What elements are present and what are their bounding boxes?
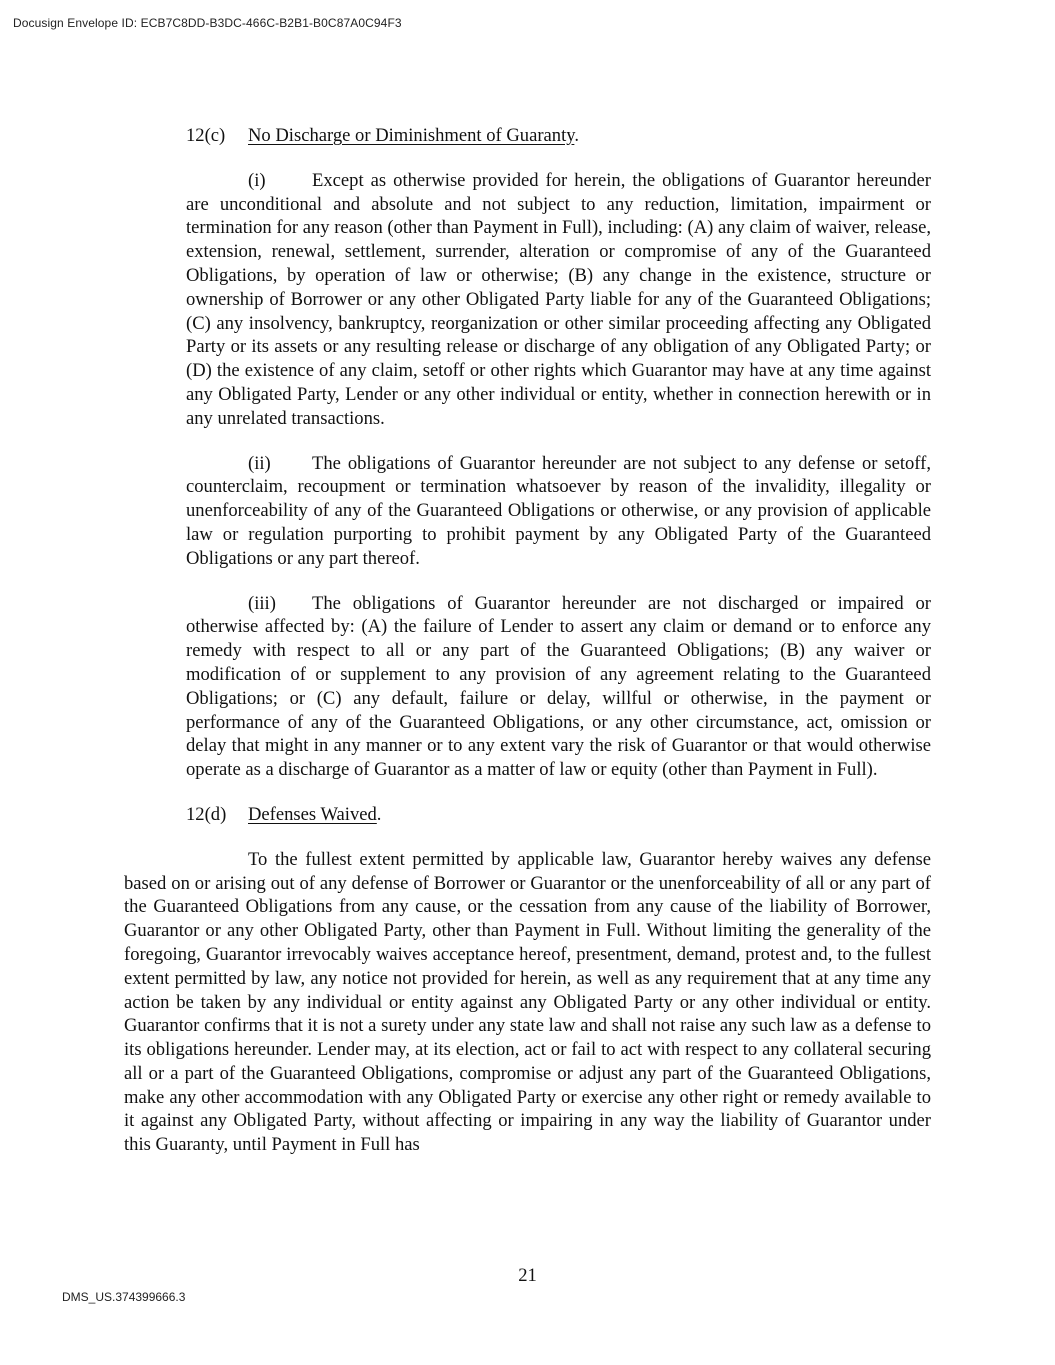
section-heading-12c — [186, 124, 931, 148]
subparagraph-text: Except as otherwise provided for herein, the obligations of Guarantor hereunder are unconditional and absolute and not subject to any reduction, limitation, impairment or termination for any reason (other than Payment in Full), including: (A) any claim of waiver, release, extension, renewal, settlement, surrender, alteration or compromise of any of the Guaranteed Obligations, by operation of law or otherwise; (B) any change in the existence, structure or ownership of Borrower or any other Obligated Party liable for any of the Guaranteed Obligations; (C) any insolvency, bankruptcy, reorganization or other similar proceeding affecting any Obligated Party or its assets or any resulting release or discharge of any obligation of any Obligated Party; or (D) the existence of any claim, setoff or other rights which Guarantor may have at any time against any Obligated Party, Lender or any other individual or entity, whether in connection herewith or in any unrelated transactions. — [186, 169, 931, 429]
section-heading-12d — [186, 803, 931, 827]
subparagraph-label: (iii) — [248, 592, 276, 614]
subparagraph-iii — [186, 592, 931, 782]
subparagraph-ii — [186, 452, 931, 571]
section-title: Defenses Waived — [248, 803, 377, 825]
subparagraph-label: (ii) — [248, 452, 271, 474]
defenses-waived-paragraph: To the fullest extent permitted by applicable law, Guarantor hereby waives any defense based on or arising out of any defense of Borrower or Guarantor or the unenforceability of all or any part of the Guaranteed Obligations from any cause, or the cessation from any cause of the liability of Borrower, Guarantor or any other Obligated Party, other than Payment in Full. Without limiting the generality of the foregoing, Guarantor irrevocably waives acceptance hereof, presentment, demand, protest and, to the fullest extent permitted by law, any notice not provided for herein, as well as any requirement that at any time any action be taken by any individual or entity against any Obligated Party or any other individual or entity. Guarantor confirms that it is not a surety under any state law and shall not raise any such law as a defense to its obligations hereunder. Lender may, at its election, act or fail to act with respect to any collateral securing all or a part of the Guaranteed Obligations, compromise or adjust any part of the Guaranteed Obligations, make any other accommodation with any Obligated Party or exercise any other right or remedy available to it against any Obligated Party, without affecting or impairing in any way the liability of Guarantor under this Guaranty, until Payment in Full has — [124, 848, 931, 1156]
section-number: 12(c) — [186, 125, 226, 146]
page-number: 21 — [518, 1265, 537, 1286]
subparagraph-i — [186, 169, 931, 431]
section-number: 12(d) — [186, 803, 227, 825]
section-title: No Discharge or Diminishment of Guaranty — [248, 125, 575, 146]
section-title-period: . — [376, 803, 382, 825]
section-title-period: . — [574, 125, 580, 146]
subparagraph-label: (i) — [248, 169, 266, 191]
subparagraph-text: The obligations of Guarantor hereunder are not discharged or impaired or otherwise affected by: (A) the failure of Lender to assert any claim or demand or to enforce any remedy with respect to all or any part of the Guaranteed Obligations; (B) any waiver or modification of or supplement to any provision of any agreement relating to the Guaranteed Obligations; or (C) any default, failure or delay, willful or otherwise, in the payment or performance of any of the Guaranteed Obligations, or any other circumstance, act, omission or delay that might in any manner or to any extent vary the risk of Guarantor or that would otherwise operate as a discharge of Guarantor as a matter of law or equity (other than Payment in Full). — [186, 592, 931, 781]
document-id-footer: DMS_US.374399666.3 — [62, 1290, 186, 1304]
docusign-envelope-id: Docusign Envelope ID: ECB7C8DD-B3DC-466C-B2B1-B0C87A0C94F3 — [13, 16, 402, 30]
document-body — [124, 124, 931, 1157]
subparagraph-text: The obligations of Guarantor hereunder are not subject to any defense or setoff, counterclaim, recoupment or termination whatsoever by reason of the invalidity, illegality or unenforceability of any of the Guaranteed Obligations or otherwise, or any provision of applicable law or regulation purporting to prohibit payment by any Obligated Party of the Guaranteed Obligations or any part thereof. — [186, 452, 931, 569]
